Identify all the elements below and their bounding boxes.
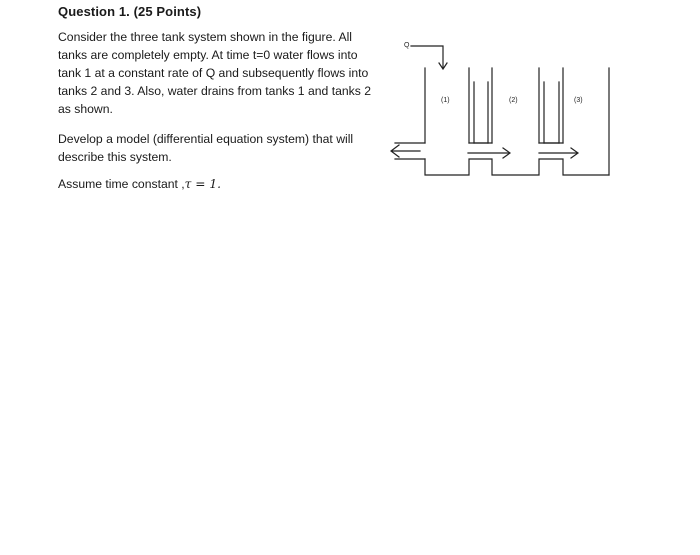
assumption-prefix: Assume time constant , (58, 177, 185, 191)
question-heading: Question 1. (25 Points) (58, 4, 202, 19)
flow-2-3-arrow (539, 148, 578, 158)
flow-1-2-arrow (468, 148, 510, 158)
three-tank-diagram (384, 32, 616, 182)
assumption-statement (58, 175, 378, 193)
tank1-label: (1) (441, 97, 450, 104)
tank2-drain-pipe (474, 82, 488, 143)
tank1-drain-arrow (391, 145, 420, 157)
tank3-label: (3) (574, 97, 583, 104)
inflow-pipe (411, 46, 443, 68)
task-statement: Develop a model (differential equation system) that will describe this system. (58, 132, 354, 164)
tank2-label: (2) (509, 97, 518, 104)
inflow-label: Q (404, 42, 410, 49)
tank3-inner-pipe (544, 82, 559, 143)
time-constant-value: τ = 1. (184, 177, 222, 191)
bottom-manifold (425, 159, 609, 175)
problem-description: Consider the three tank system shown in the figure. All tanks are completely empty. At time t=0 water flows into tank 1 at a constant rate of Q and subsequently flows into tanks 2 and 3. Also, water drains from tanks 1 and tanks 2 as shown. (58, 30, 371, 116)
